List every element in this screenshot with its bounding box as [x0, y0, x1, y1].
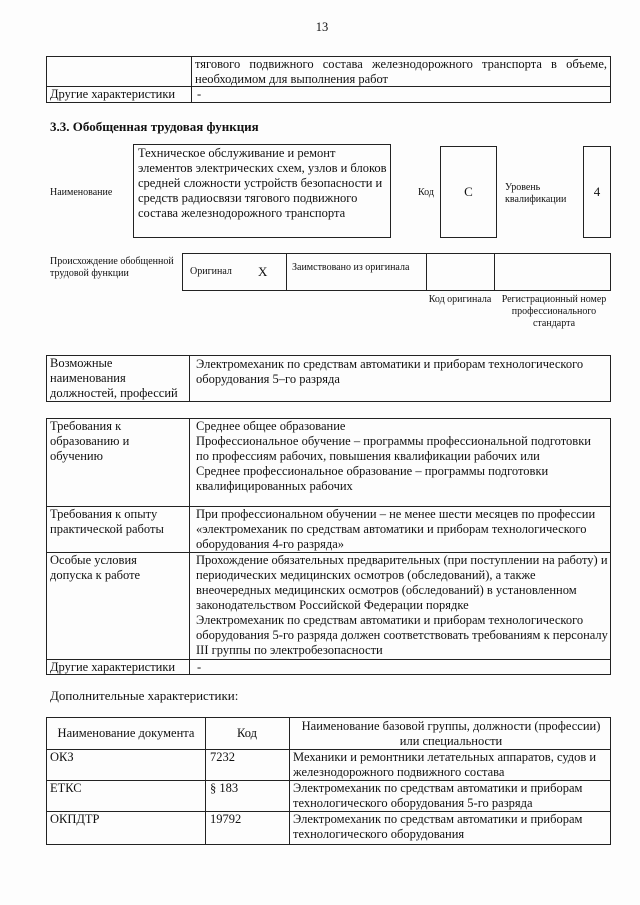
- additional-heading: Дополнительные характеристики:: [50, 688, 239, 703]
- experience-value: При профессиональном обучении – не менее шести месяцев по профессии «электромеханик по средствам автоматики и приборам технологического оборудования 4-го разряда»: [196, 507, 596, 551]
- education-value: [196, 419, 606, 494]
- conditions-label: Особые условия допуска к работе: [50, 553, 141, 582]
- registration-number-caption: Регистрационный номер профессионального стандарта: [501, 294, 607, 329]
- continuation-text: тягового подвижного состава железнодорожного транспорта в объеме, необходимом для выполнения работ: [195, 57, 607, 86]
- code-value: С: [464, 184, 473, 199]
- other-label: Другие характеристики: [50, 660, 176, 674]
- row-code: 19792: [210, 812, 242, 826]
- section-heading: 3.3. Обобщенная трудовая функция: [50, 119, 259, 134]
- col-doc-header: Наименование документа: [57, 726, 195, 740]
- original-mark: X: [258, 264, 268, 279]
- row-name: Электромеханик по средствам автоматики и приборам технологического оборудования 5-го разряда: [293, 781, 583, 810]
- positions-value: Электромеханик по средствам автоматики и приборам технологического оборудования 5–го разряда: [196, 357, 584, 386]
- function-name: Техническое обслуживание и ремонт элементов электрических схем, узлов и блоков средней сложности устройств безопасности и средств радиосвязи тягового подвижного состава железнодорожного транспорта: [138, 146, 387, 220]
- row-code: § 183: [210, 781, 239, 795]
- other-characteristics-value: -: [197, 87, 202, 101]
- page-number: 13: [315, 20, 329, 34]
- col-name-header: Наименование базовой группы, должности (профессии) или специальности: [301, 719, 601, 748]
- education-line: Профессиональное обучение – программы профессиональной подготовки по профессиям рабочих, повышения квалификации рабочих или: [196, 434, 591, 463]
- conditions-line: Электромеханик по средствам автоматики и приборам технологического оборудования 5-го разряда должен соответствовать требованиям к персоналу III группы по электробезопасности: [196, 613, 608, 657]
- original-label: Оригинал: [190, 266, 232, 277]
- experience-label: Требования к опыту практической работы: [50, 507, 164, 536]
- code-label: Код: [418, 187, 434, 198]
- row-name: Механики и ремонтники летательных аппаратов, судов и железнодорожного подвижного состава: [293, 750, 597, 779]
- other-value: -: [197, 660, 202, 674]
- origin-label: Происхождение обобщенной трудовой функции: [50, 256, 174, 279]
- conditions-line: Прохождение обязательных предварительных (при поступлении на работу) и периодических медицинских осмотров (обследований), а также внеочередных медицинских осмотров (обследований) в установленном законодательством Российской Федерации порядке: [196, 553, 608, 612]
- code-original-caption: Код оригинала: [428, 294, 492, 305]
- education-line: Среднее профессиональное образование – программы подготовки квалифицированных рабочих: [196, 464, 549, 493]
- borrowed-label: Заимствовано из оригинала: [292, 262, 410, 273]
- positions-label: Возможные наименования должностей, профессий: [50, 356, 178, 400]
- conditions-value: [196, 553, 608, 658]
- education-label: Требования к образованию и обучению: [50, 419, 130, 463]
- row-code: 7232: [210, 750, 235, 764]
- row-doc: ЕТКС: [50, 781, 82, 795]
- row-doc: ОКПДТР: [50, 812, 100, 826]
- col-code-header: Код: [237, 726, 257, 740]
- education-line: Среднее общее образование: [196, 419, 346, 433]
- other-characteristics-label: Другие характеристики: [50, 87, 176, 101]
- row-doc: ОКЗ: [50, 750, 74, 764]
- level-value: 4: [593, 184, 601, 199]
- name-label: Наименование: [50, 187, 113, 198]
- row-name: Электромеханик по средствам автоматики и приборам технологического оборудования: [293, 812, 583, 841]
- level-label: Уровень квалификации: [505, 182, 567, 205]
